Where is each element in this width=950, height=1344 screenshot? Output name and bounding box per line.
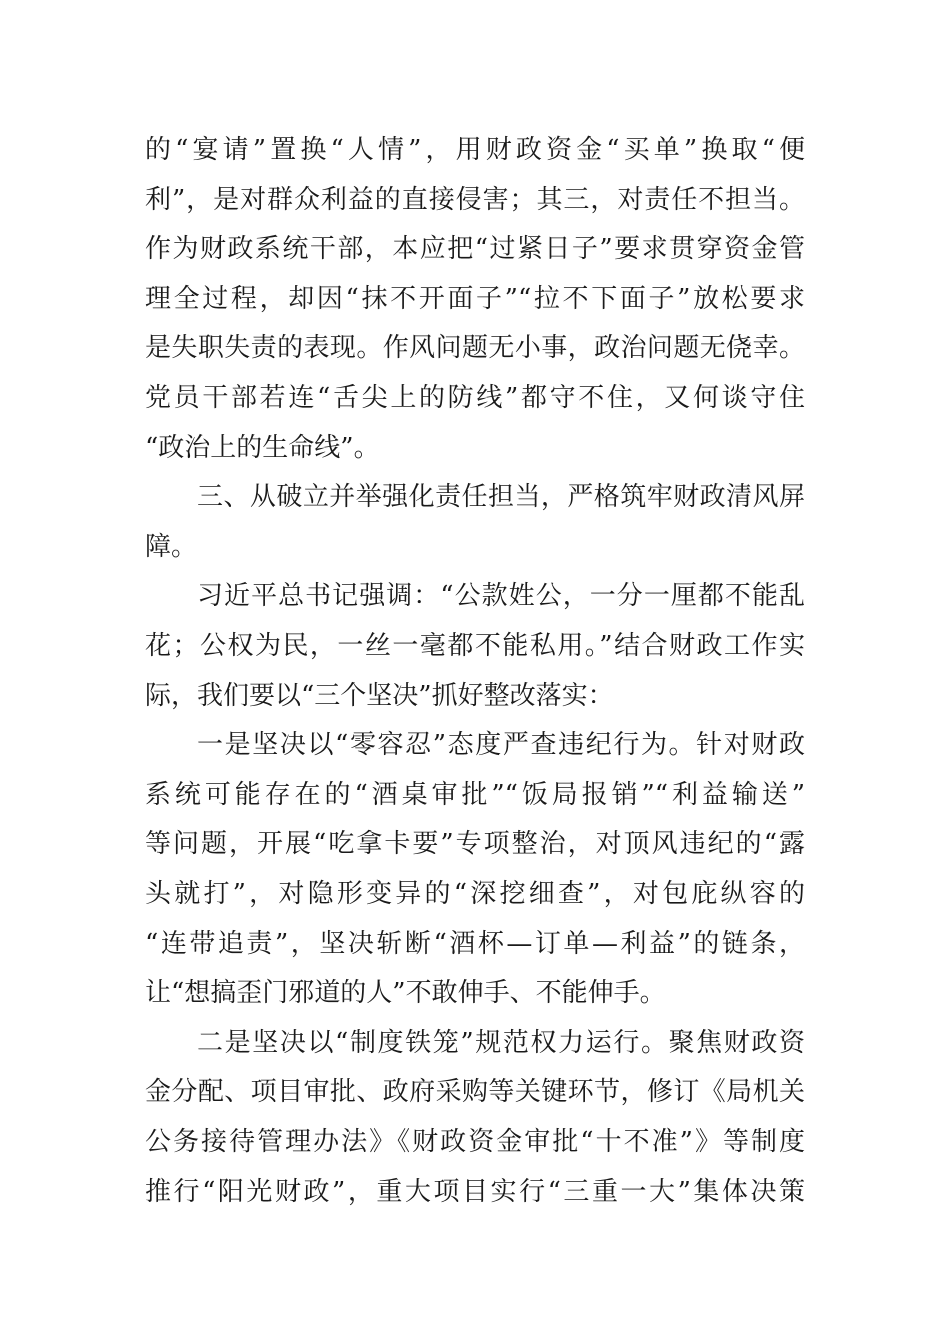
text-line-1: 的“宴请”置换“人情”，用财政资金“买单”换取“便 [145, 135, 805, 165]
text-line-19: 二是坚决以“制度铁笼”规范权力运行。聚焦财政资 [197, 1028, 805, 1058]
text-line-7: “政治上的生命线”。 [145, 433, 380, 463]
text-line-20: 金分配、项目审批、政府采购等关键环节，修订《局机关 [145, 1077, 805, 1107]
text-line-14: 系统可能存在的“酒桌审批”“饭局报销”“利益输送” [145, 780, 805, 810]
text-line-10: 习近平总书记强调：“公款姓公，一分一厘都不能乱 [197, 581, 805, 611]
text-line-15: 等问题，开展“吃拿卡要”专项整治，对顶风违纪的“露 [145, 829, 805, 859]
text-line-2: 利”，是对群众利益的直接侵害；其三，对责任不担当。 [145, 185, 805, 215]
text-line-12: 际，我们要以“三个坚决”抓好整改落实： [145, 681, 614, 711]
text-line-6: 党员干部若连“舌尖上的防线”都守不住，又何谈守住 [145, 383, 805, 413]
text-line-4: 理全过程，却因“抹不开面子”“拉不下面子”放松要求 [145, 284, 805, 314]
text-line-5: 是失职失责的表现。作风问题无小事，政治问题无侥幸。 [145, 333, 805, 363]
text-line-3: 作为财政系统干部，本应把“过紧日子”要求贯穿资金管 [145, 234, 805, 264]
section-heading-3-cont: 障。 [145, 532, 198, 562]
section-heading-3: 三、从破立并举强化责任担当，严格筑牢财政清风屏 [197, 482, 805, 512]
text-line-18: 让“想搞歪门邪道的人”不敢伸手、不能伸手。 [145, 978, 666, 1008]
text-line-17: “连带追责”，坚决斩断“酒杯—订单—利益”的链条， [145, 929, 805, 959]
text-line-11: 花；公权为民，一丝一毫都不能私用。”结合财政工作实 [145, 631, 805, 661]
text-line-16: 头就打”，对隐形变异的“深挖细查”，对包庇纵容的 [145, 879, 805, 909]
text-line-22: 推行“阳光财政”，重大项目实行“三重一大”集体决策 [145, 1177, 805, 1207]
text-line-21: 公务接待管理办法》《财政资金审批“十不准”》等制度 [145, 1127, 805, 1157]
text-line-13: 一是坚决以“零容忍”态度严查违纪行为。针对财政 [197, 730, 805, 760]
